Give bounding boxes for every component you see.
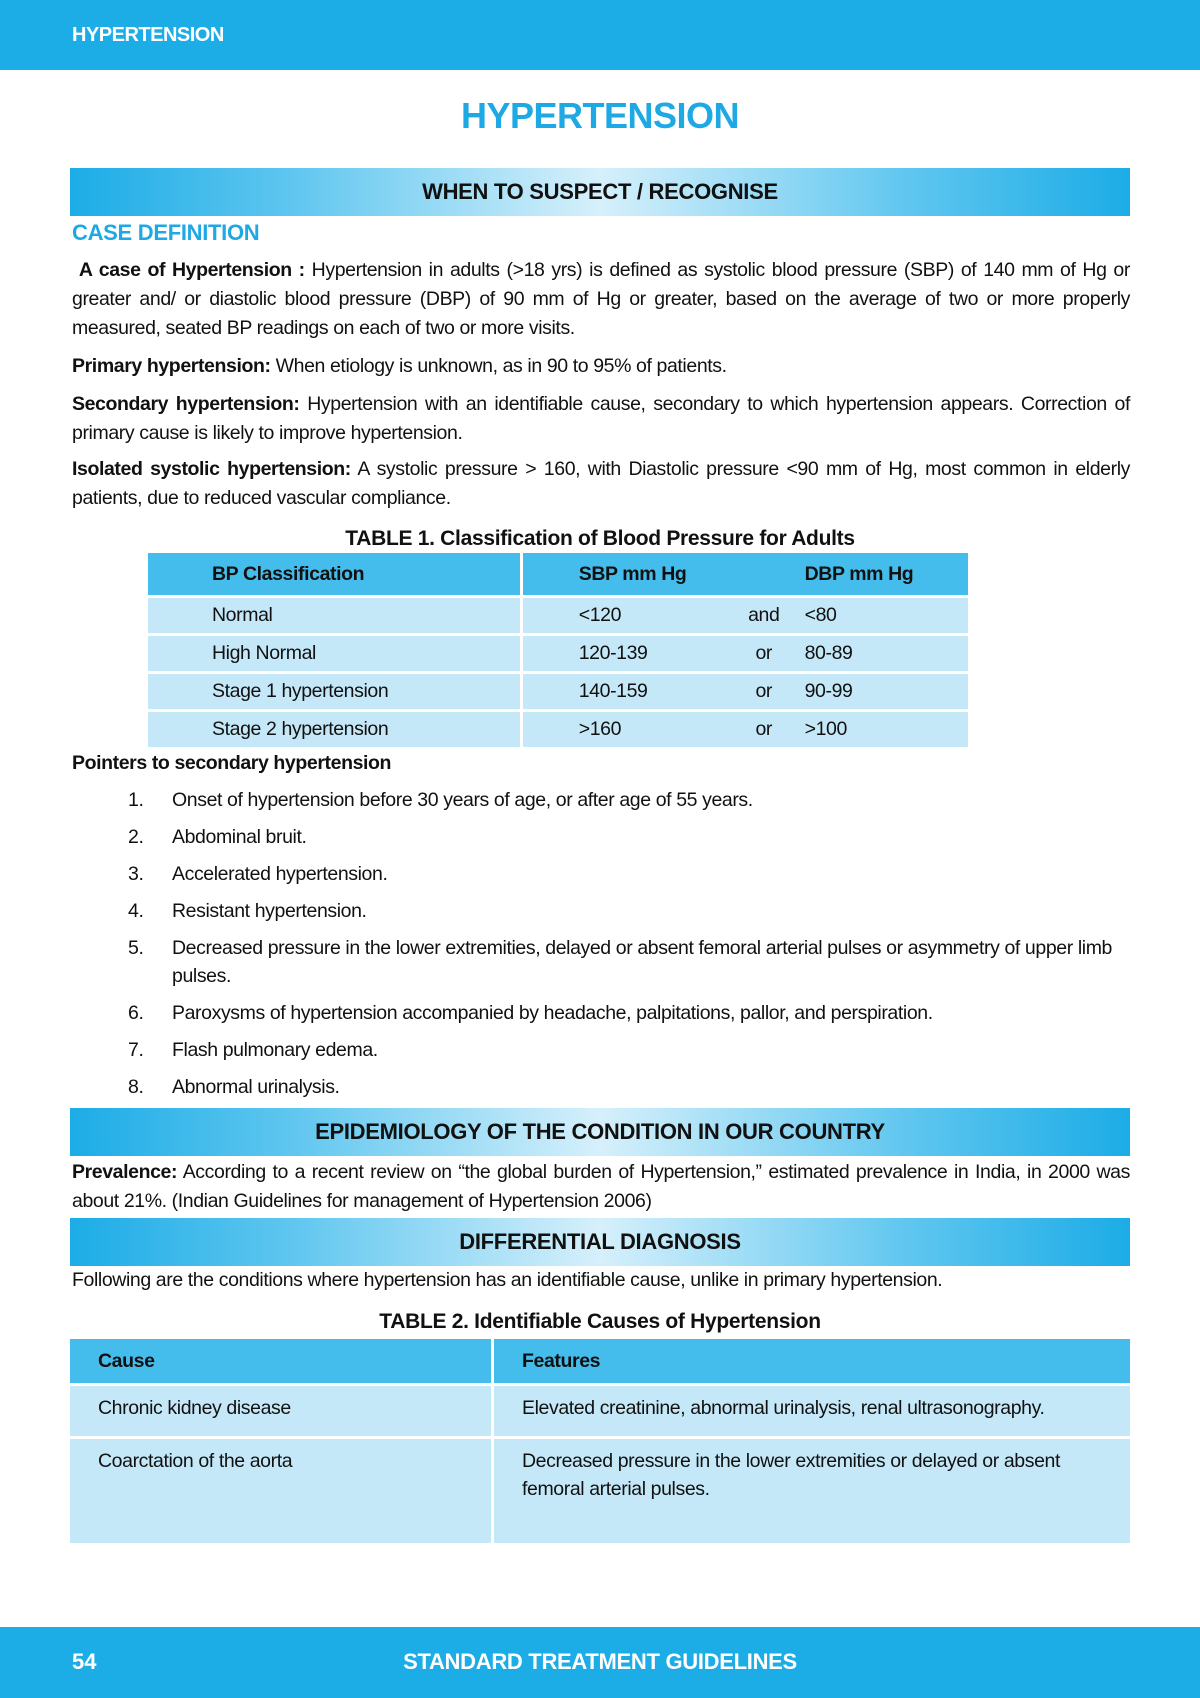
header-bp-classification: BP Classification [148, 553, 521, 597]
differential-intro: Following are the conditions where hypertension has an identifiable cause, unlike in primary hypertension. [72, 1269, 943, 1291]
list-item [72, 860, 1130, 888]
sbp-cell: <120 [521, 597, 723, 635]
list-text: Abdominal bruit. [172, 826, 307, 848]
primary-text: When etiology is unknown, as in 90 to 95% of patients. [275, 355, 727, 377]
bp-class-cell: High Normal [148, 635, 521, 673]
table-header-row [148, 553, 968, 597]
table-row [148, 711, 968, 748]
isolated-label: Isolated systolic hypertension: [72, 458, 351, 480]
list-text: Resistant hypertension. [172, 900, 367, 922]
list-number: 1. [128, 789, 144, 811]
list-text: Accelerated hypertension. [172, 863, 388, 885]
bp-class-cell: Stage 1 hypertension [148, 673, 521, 711]
identifiable-causes-table [70, 1339, 1130, 1543]
list-number: 2. [128, 826, 144, 848]
list-number: 6. [128, 1002, 144, 1024]
table-row [148, 673, 968, 711]
list-item [72, 999, 1130, 1027]
list-item [72, 823, 1130, 851]
list-number: 8. [128, 1076, 144, 1098]
pointers-heading: Pointers to secondary hypertension [72, 752, 392, 774]
secondary-hypertension-paragraph [72, 390, 1130, 448]
definition-text: Hypertension in adults (>18 yrs) is defined as systolic blood pressure (SBP) of 140 mm of Hg or greater and/ or diastolic blood pressure (DBP) of 90 mm of Hg or greater, based on the average of two or more properly measured, seated BP readings on each of two or more visits. [72, 259, 1130, 339]
table-header-row [70, 1339, 1130, 1385]
list-item [72, 934, 1130, 990]
list-number: 4. [128, 900, 144, 922]
sbp-cell: >160 [521, 711, 723, 748]
table2-title: TABLE 2. Identifiable Causes of Hypertension [379, 1310, 821, 1333]
dbp-cell: 90-99 [805, 673, 968, 711]
features-cell: Elevated creatinine, abnormal urinalysis, renal ultrasonography. [493, 1385, 1131, 1438]
isolated-text: A systolic pressure > 160, with Diastolic pressure <90 mm of Hg, most common in elderly patients, due to reduced vascular compliance. [72, 458, 1130, 509]
conjunction-cell: and [723, 597, 805, 635]
case-definition-paragraph [72, 256, 1130, 343]
isolated-systolic-paragraph [72, 455, 1130, 513]
header-cause: Cause [70, 1339, 493, 1385]
header-sbp: SBP mm Hg [521, 553, 804, 597]
prevalence-text: According to a recent review on “the global burden of Hypertension,” estimated prevalence in India, in 2000 was about 21%. (Indian Guidelines for management of Hypertension 2006) [72, 1161, 1130, 1212]
list-text: Paroxysms of hypertension accompanied by headache, palpitations, pallor, and perspiration. [172, 1002, 933, 1024]
table-row [70, 1385, 1130, 1438]
page-title: HYPERTENSION [460, 95, 740, 136]
section-header-suspect: WHEN TO SUSPECT / RECOGNISE [70, 168, 1130, 216]
list-item [72, 786, 1130, 814]
page-number: 54 [72, 1649, 97, 1674]
list-number: 3. [128, 863, 144, 885]
list-text: Onset of hypertension before 30 years of age, or after age of 55 years. [172, 789, 753, 811]
cause-cell: Chronic kidney disease [70, 1385, 493, 1438]
conjunction-cell: or [723, 711, 805, 748]
sbp-cell: 140-159 [521, 673, 723, 711]
table-row [148, 635, 968, 673]
table-row [70, 1438, 1130, 1544]
footer-title: STANDARD TREATMENT GUIDELINES [403, 1649, 797, 1674]
dbp-cell: <80 [805, 597, 968, 635]
list-number: 7. [128, 1039, 144, 1061]
section-header-differential: DIFFERENTIAL DIAGNOSIS [70, 1218, 1130, 1266]
header-bar [0, 0, 1200, 70]
list-number: 5. [128, 937, 144, 959]
header-features: Features [493, 1339, 1131, 1385]
secondary-text: Hypertension with an identifiable cause, secondary to which hypertension appears. Correction of primary cause is likely to improve hypertension. [72, 393, 1130, 444]
footer-bar [0, 1627, 1200, 1698]
conjunction-cell: or [723, 673, 805, 711]
secondary-label: Secondary hypertension: [72, 393, 300, 415]
primary-label: Primary hypertension: [72, 355, 271, 377]
bp-class-cell: Stage 2 hypertension [148, 711, 521, 748]
bp-classification-table [148, 553, 968, 747]
table1-title: TABLE 1. Classification of Blood Pressure for Adults [345, 527, 855, 550]
list-text: Abnormal urinalysis. [172, 1076, 340, 1098]
primary-hypertension-paragraph [72, 352, 1130, 381]
running-header: HYPERTENSION [72, 24, 224, 46]
prevalence-label: Prevalence: [72, 1161, 178, 1183]
dbp-cell: 80-89 [805, 635, 968, 673]
list-item [72, 1073, 1130, 1101]
list-item [72, 1036, 1130, 1064]
definition-label: A case of Hypertension : [78, 259, 305, 281]
prevalence-paragraph [72, 1158, 1130, 1216]
section-header-epidemiology: EPIDEMIOLOGY OF THE CONDITION IN OUR COUNTRY [70, 1108, 1130, 1156]
pointers-list [72, 786, 1130, 1110]
list-item [72, 897, 1130, 925]
conjunction-cell: or [723, 635, 805, 673]
table-row [148, 597, 968, 635]
list-text: Decreased pressure in the lower extremities, delayed or absent femoral arterial pulses or asymmetry of upper limb pulses. [172, 937, 1112, 987]
case-definition-heading: CASE DEFINITION [72, 220, 260, 245]
dbp-cell: >100 [805, 711, 968, 748]
cause-cell: Coarctation of the aorta [70, 1438, 493, 1544]
list-text: Flash pulmonary edema. [172, 1039, 378, 1061]
features-cell: Decreased pressure in the lower extremities or delayed or absent femoral arterial pulses. [493, 1438, 1131, 1544]
bp-class-cell: Normal [148, 597, 521, 635]
sbp-cell: 120-139 [521, 635, 723, 673]
header-dbp: DBP mm Hg [805, 553, 968, 597]
